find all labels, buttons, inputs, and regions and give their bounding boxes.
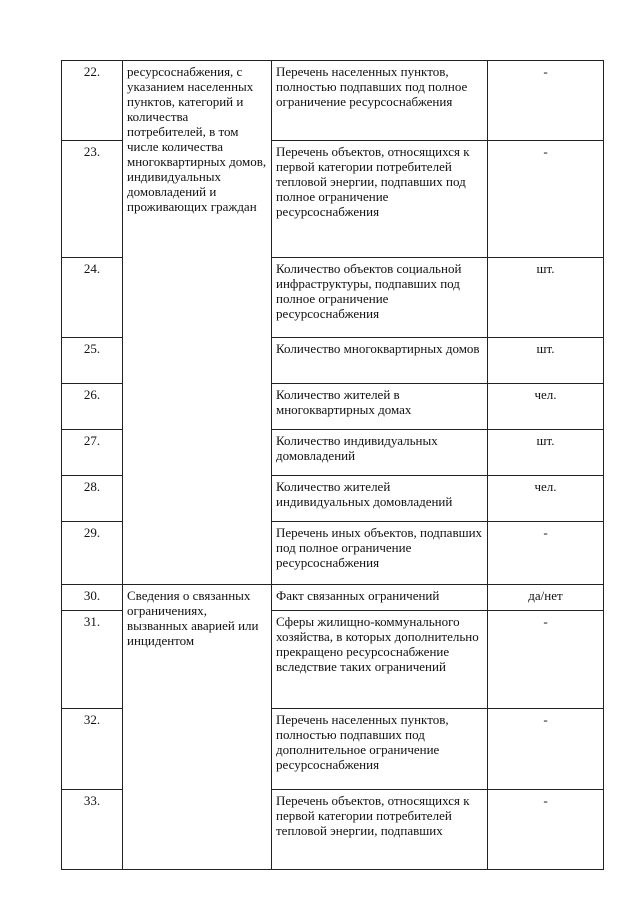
- row-description: Перечень населенных пунктов, полностью подпавших под дополнительное ограничение ресурсоснабжения: [272, 709, 488, 790]
- row-number: 31.: [62, 611, 123, 709]
- row-unit: -: [488, 141, 604, 258]
- row-description: Перечень объектов, относящихся к первой категории потребителей тепловой энергии, подпавших: [272, 790, 488, 870]
- row-description: Количество жителей в многоквартирных домах: [272, 384, 488, 430]
- row-number: 32.: [62, 709, 123, 790]
- row-number: 27.: [62, 430, 123, 476]
- row-unit: -: [488, 611, 604, 709]
- row-description: Количество многоквартирных домов: [272, 338, 488, 384]
- row-description: Перечень объектов, относящихся к первой категории потребителей тепловой энергии, подпавших под полное ограничение ресурсоснабжения: [272, 141, 488, 258]
- row-unit: чел.: [488, 476, 604, 522]
- row-number: 28.: [62, 476, 123, 522]
- row-number: 23.: [62, 141, 123, 258]
- row-number: 22.: [62, 61, 123, 141]
- group-label: Сведения о связанных ограничениях, вызванных аварией или инцидентом: [123, 585, 272, 870]
- row-description: Сферы жилищно-коммунального хозяйства, в которых дополнительно прекращено ресурсоснабжение вследствие таких ограничений: [272, 611, 488, 709]
- row-number: 30.: [62, 585, 123, 611]
- group-label: ресурсоснабжения, с указанием населенных пунктов, категорий и количества потребителей, в том числе количества многоквартирных домов, индивидуальных домовладений и проживающих граждан: [123, 61, 272, 585]
- row-unit: -: [488, 790, 604, 870]
- row-description: Перечень иных объектов, подпавших под полное ограничение ресурсоснабжения: [272, 522, 488, 585]
- row-description: Перечень населенных пунктов, полностью подпавших под полное ограничение ресурсоснабжения: [272, 61, 488, 141]
- row-number: 24.: [62, 258, 123, 338]
- row-unit: шт.: [488, 430, 604, 476]
- row-unit: -: [488, 709, 604, 790]
- row-description: Количество индивидуальных домовладений: [272, 430, 488, 476]
- resource-outage-table: [61, 60, 604, 870]
- row-number: 33.: [62, 790, 123, 870]
- row-unit: -: [488, 61, 604, 141]
- row-description: Факт связанных ограничений: [272, 585, 488, 611]
- table-row: [62, 61, 604, 141]
- row-unit: да/нет: [488, 585, 604, 611]
- row-description: Количество жителей индивидуальных домовладений: [272, 476, 488, 522]
- row-unit: -: [488, 522, 604, 585]
- table-row: [62, 585, 604, 611]
- row-unit: чел.: [488, 384, 604, 430]
- row-number: 25.: [62, 338, 123, 384]
- row-unit: шт.: [488, 338, 604, 384]
- row-unit: шт.: [488, 258, 604, 338]
- row-number: 29.: [62, 522, 123, 585]
- row-number: 26.: [62, 384, 123, 430]
- row-description: Количество объектов социальной инфраструктуры, подпавших под полное ограничение ресурсоснабжения: [272, 258, 488, 338]
